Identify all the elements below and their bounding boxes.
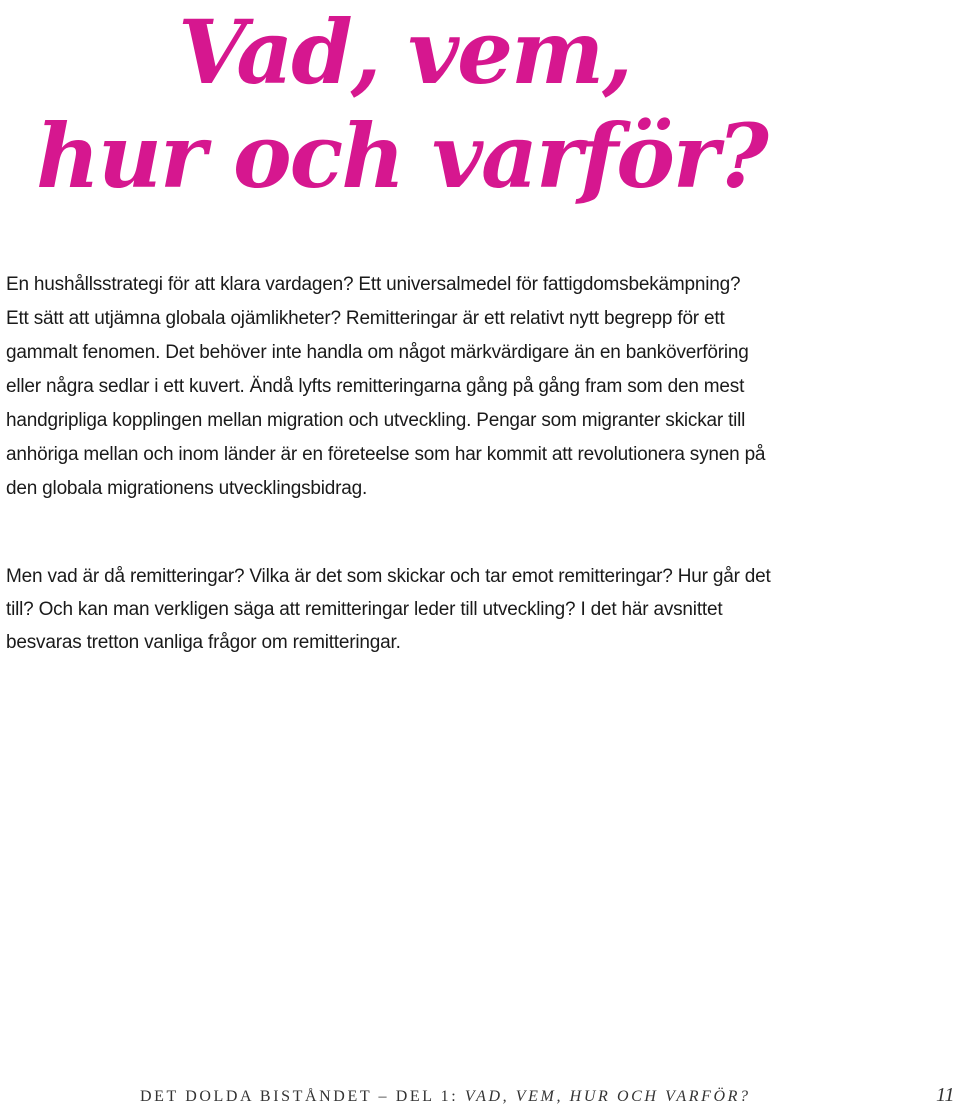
footer-series: DET DOLDA BISTÅNDET – DEL 1: xyxy=(140,1088,459,1105)
questions-paragraph: Men vad är då remitteringar? Vilka är det som skickar och tar emot remitteringar? Hur går det till? Och kan man verkligen säga att remitteringar leder till utveckling? I det här avsnittet besvaras tretton vanliga frågor om remitteringar. xyxy=(6,566,771,653)
page-title xyxy=(36,0,767,208)
footer-section: VAD, VEM, HUR OCH VARFÖR? xyxy=(464,1088,751,1105)
page-number: 11 xyxy=(936,1084,955,1106)
running-footer xyxy=(140,1088,751,1106)
intro-paragraph: En hushållsstrategi för att klara vardagen? Ett universalmedel för fattigdomsbekämpning? Ett sätt att utjämna globala ojämlikheter? Remitteringar är ett relativt nytt begrepp för ett gammalt fenomen. Det behöver inte handla om något märkvärdigare än en banköverföring eller några sedlar i ett kuvert. Ändå lyfts remitteringarna gång på gång fram som den mest handgripliga kopplingen mellan migration och utveckling. Pengar som migranter skickar till anhöriga mellan och inom länder är en företeelse som har kommit att revolutionera synen på den globala migrationens utvecklingsbidrag. xyxy=(6,274,766,499)
title-line-2: hur och varför? xyxy=(36,104,767,208)
title-line-1: Vad, vem, xyxy=(178,0,631,104)
